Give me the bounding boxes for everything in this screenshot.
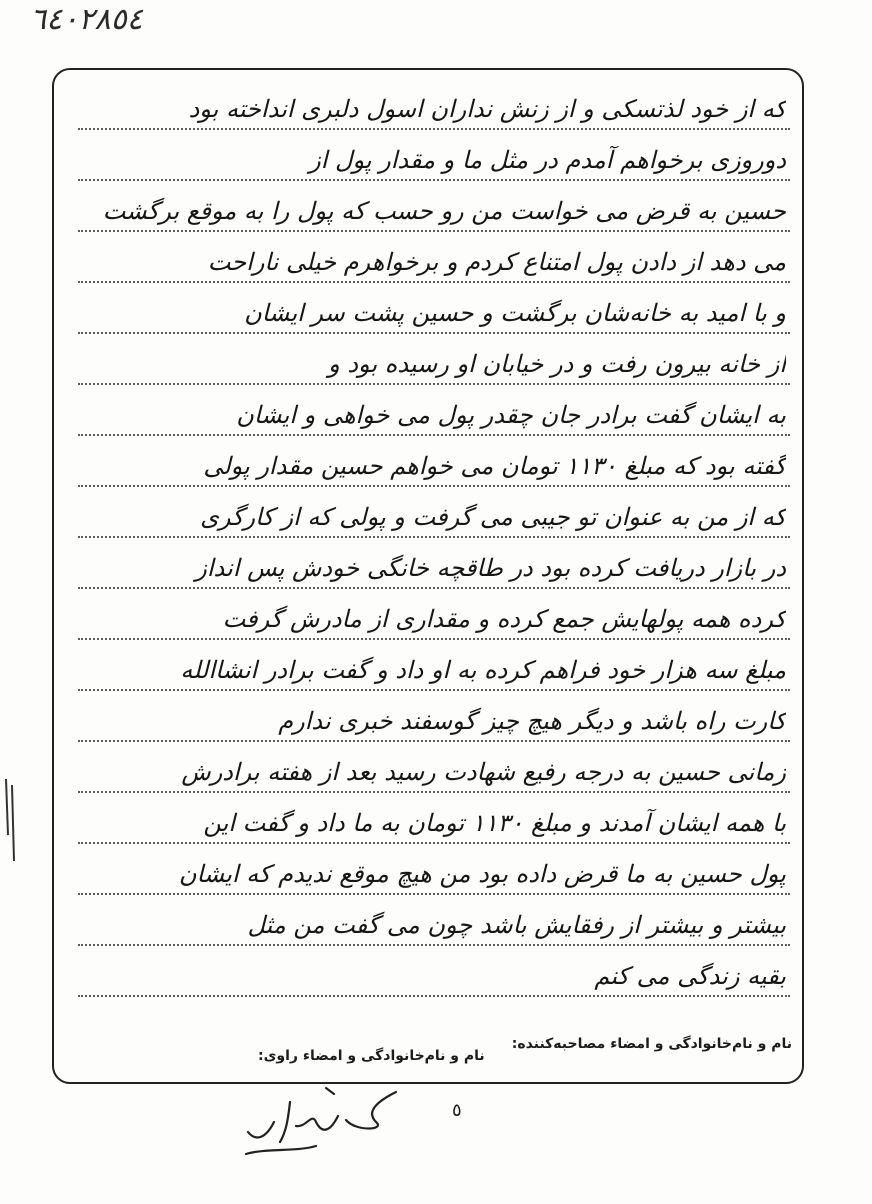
- text-line: [78, 490, 790, 538]
- handwritten-line-text: کرده همه پولهایش جمع کرده و مقداری از مادرش گرفت: [222, 605, 786, 634]
- text-line: [78, 337, 790, 385]
- handwritten-line-text: پول حسین به ما قرض داده بود من هیچ موقع ندیدم که ایشان: [178, 860, 786, 889]
- margin-mark: [0, 775, 24, 865]
- text-line: [78, 286, 790, 334]
- text-line: [78, 592, 790, 640]
- text-line: [78, 82, 790, 130]
- text-line: [78, 133, 790, 181]
- text-line: [78, 949, 790, 997]
- handwritten-line-text: بیشتر و بیشتر از رفقایش باشد چون می گفت من مثل: [247, 911, 786, 940]
- handwritten-line-text: و با امید به خانه‌شان برگشت و حسین پشت سر ایشان: [244, 299, 786, 328]
- text-line: [78, 235, 790, 283]
- narrator-label: نام و نام‌خانوادگی و امضاء راوی:: [258, 1048, 485, 1064]
- handwritten-line-text: از خانه بیرون رفت و در خیابان او رسیده بود و: [328, 350, 786, 379]
- text-line: [78, 694, 790, 742]
- handwritten-line-text: زمانی حسین به درجه رفیع شهادت رسید بعد از هفته برادرش: [181, 758, 786, 787]
- text-line: [78, 184, 790, 232]
- handwritten-line-text: گفته بود که مبلغ ۱۱۳۰ تومان می خواهم حسین مقدار پولی: [203, 452, 786, 481]
- interviewer-label: نام و نام‌خانوادگی و امضاء مصاحبه‌کننده:: [511, 1036, 792, 1052]
- text-line: [78, 745, 790, 793]
- handwritten-line-text: که از من به عنوان تو جیبی می گرفت و پولی که از کارگری: [200, 503, 786, 532]
- handwritten-text-area: [78, 82, 790, 1012]
- text-line: [78, 541, 790, 589]
- narrator-signature: [226, 1072, 416, 1162]
- handwritten-line-text: با همه ایشان آمدند و مبلغ ۱۱۳۰ تومان به ما داد و گفت این: [203, 809, 786, 838]
- handwritten-line-text: در بازار دریافت کرده بود در طاقچه خانگی خودش پس انداز: [195, 554, 786, 583]
- handwritten-line-text: حسین به قرض می خواست من رو حسب که پول را به موقع برگشت: [102, 197, 786, 226]
- text-line: [78, 439, 790, 487]
- text-line: [78, 796, 790, 844]
- handwritten-line-text: می دهد از دادن پول امتناع کردم و برخواهرم خیلی ناراحت: [207, 248, 786, 277]
- text-line: [78, 898, 790, 946]
- signature-labels: [78, 1036, 792, 1064]
- file-number: ٦٤٠٢٨٥٤: [30, 2, 143, 37]
- handwritten-line-text: بقیه زندگی می کنم: [594, 962, 786, 991]
- handwritten-line-text: کارت راه باشد و دیگر هیچ چیز گوسفند خبری ندارم: [278, 707, 786, 736]
- handwritten-line-text: مبلغ سه هزار خود فراهم کرده به او داد و گفت برادر انشاالله: [180, 656, 786, 685]
- text-line: [78, 388, 790, 436]
- text-line: [78, 847, 790, 895]
- handwritten-line-text: به ایشان گفت برادر جان چقدر پول می خواهی و ایشان: [236, 401, 786, 430]
- handwritten-line-text: که از خود لذتسکی و از زنش نداران اسول دلبری انداخته بود: [188, 95, 786, 124]
- page-number: ٥: [452, 1100, 462, 1121]
- text-line: [78, 643, 790, 691]
- handwritten-line-text: دوروزی برخواهم آمدم در مثل ما و مقدار پول از: [309, 146, 786, 175]
